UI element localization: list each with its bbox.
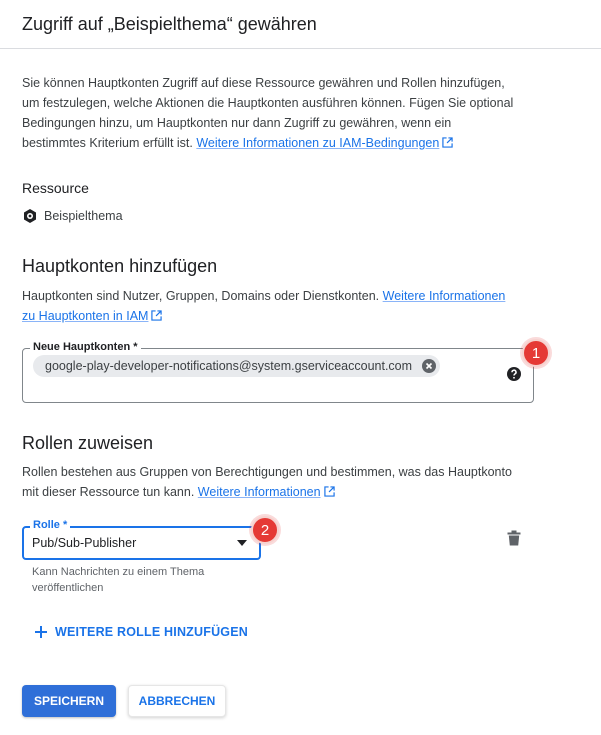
help-icon[interactable]: [506, 366, 522, 382]
intro-line-4-text: bestimmtes Kriterium erfüllt ist.: [22, 136, 193, 150]
annotation-badge-2: 2: [251, 516, 279, 544]
resource-row: [22, 207, 123, 225]
annotation-badge-1: 1: [522, 339, 550, 367]
roles-desc-line-2-text: mit dieser Ressource tun kann.: [22, 485, 195, 499]
iam-conditions-link-text: Weitere Informationen zu IAM-Bedingungen: [196, 136, 440, 150]
resource-name: Beispielthema: [44, 209, 123, 223]
intro-line-4: [22, 133, 582, 153]
role-hint-line-2: veröffentlichen: [32, 582, 104, 594]
role-label: Rolle *: [30, 519, 70, 531]
role-hint: [32, 564, 242, 596]
principals-desc-line-1: [22, 286, 582, 306]
dialog-title: Zugriff auf „Beispielthema“ gewähren: [22, 14, 317, 34]
cancel-button[interactable]: ABBRECHEN: [128, 685, 226, 717]
external-link-icon: [442, 137, 453, 148]
dropdown-arrow-icon: [237, 540, 247, 546]
intro-text: [22, 73, 582, 153]
iam-conditions-link[interactable]: [196, 136, 453, 150]
role-hint-line-1: Kann Nachrichten zu einem Thema: [32, 566, 205, 578]
roles-desc-line-2: [22, 482, 582, 502]
remove-chip-icon[interactable]: [422, 359, 436, 373]
principals-link-part2[interactable]: [22, 309, 162, 323]
roles-learn-more-link[interactable]: [198, 485, 335, 499]
plus-icon: [34, 625, 48, 639]
delete-role-icon[interactable]: [507, 530, 521, 546]
principals-description: [22, 286, 582, 326]
role-value: Pub/Sub-Publisher: [32, 536, 137, 550]
intro-line-3: Bedingungen hinzu, um Hauptkonten nur dann Zugriff zu gewähren, wenn ein: [22, 116, 452, 130]
external-link-icon: [324, 486, 335, 497]
principals-desc-text: Hauptkonten sind Nutzer, Gruppen, Domains oder Dienstkonten.: [22, 289, 380, 303]
new-principals-field[interactable]: [22, 341, 534, 403]
principals-link-part2-text: zu Hauptkonten in IAM: [22, 309, 149, 323]
roles-heading: Rollen zuweisen: [22, 433, 154, 453]
roles-learn-more-text: Weitere Informationen: [197, 485, 321, 499]
add-role-label: WEITERE ROLLE HINZUFÜGEN: [55, 625, 248, 639]
new-principals-label: Neue Hauptkonten *: [30, 341, 141, 353]
roles-description: [22, 462, 582, 502]
intro-line-2: um festzulegen, welche Aktionen die Hauptkonten ausführen können. Fügen Sie optional: [22, 96, 514, 110]
principals-desc-line-2: [22, 306, 582, 326]
resource-heading: Ressource: [22, 180, 89, 196]
principals-heading: Hauptkonten hinzufügen: [22, 256, 218, 276]
dialog-header: [0, 0, 601, 49]
principal-chip-text: google-play-developer-notifications@system.gserviceaccount.com: [45, 359, 413, 373]
external-link-icon: [151, 310, 162, 321]
role-select[interactable]: [22, 519, 261, 560]
pubsub-topic-icon: [22, 208, 38, 224]
principals-link-part1[interactable]: Weitere Informationen: [382, 289, 506, 303]
roles-desc-line-1: Rollen bestehen aus Gruppen von Berechtigungen und bestimmen, was das Hauptkonto: [22, 465, 512, 479]
save-button[interactable]: SPEICHERN: [22, 685, 116, 717]
add-role-button[interactable]: [34, 622, 248, 642]
principal-chip[interactable]: [33, 355, 440, 377]
intro-line-1: Sie können Hauptkonten Zugriff auf diese Ressource gewähren und Rollen hinzufügen,: [22, 76, 505, 90]
